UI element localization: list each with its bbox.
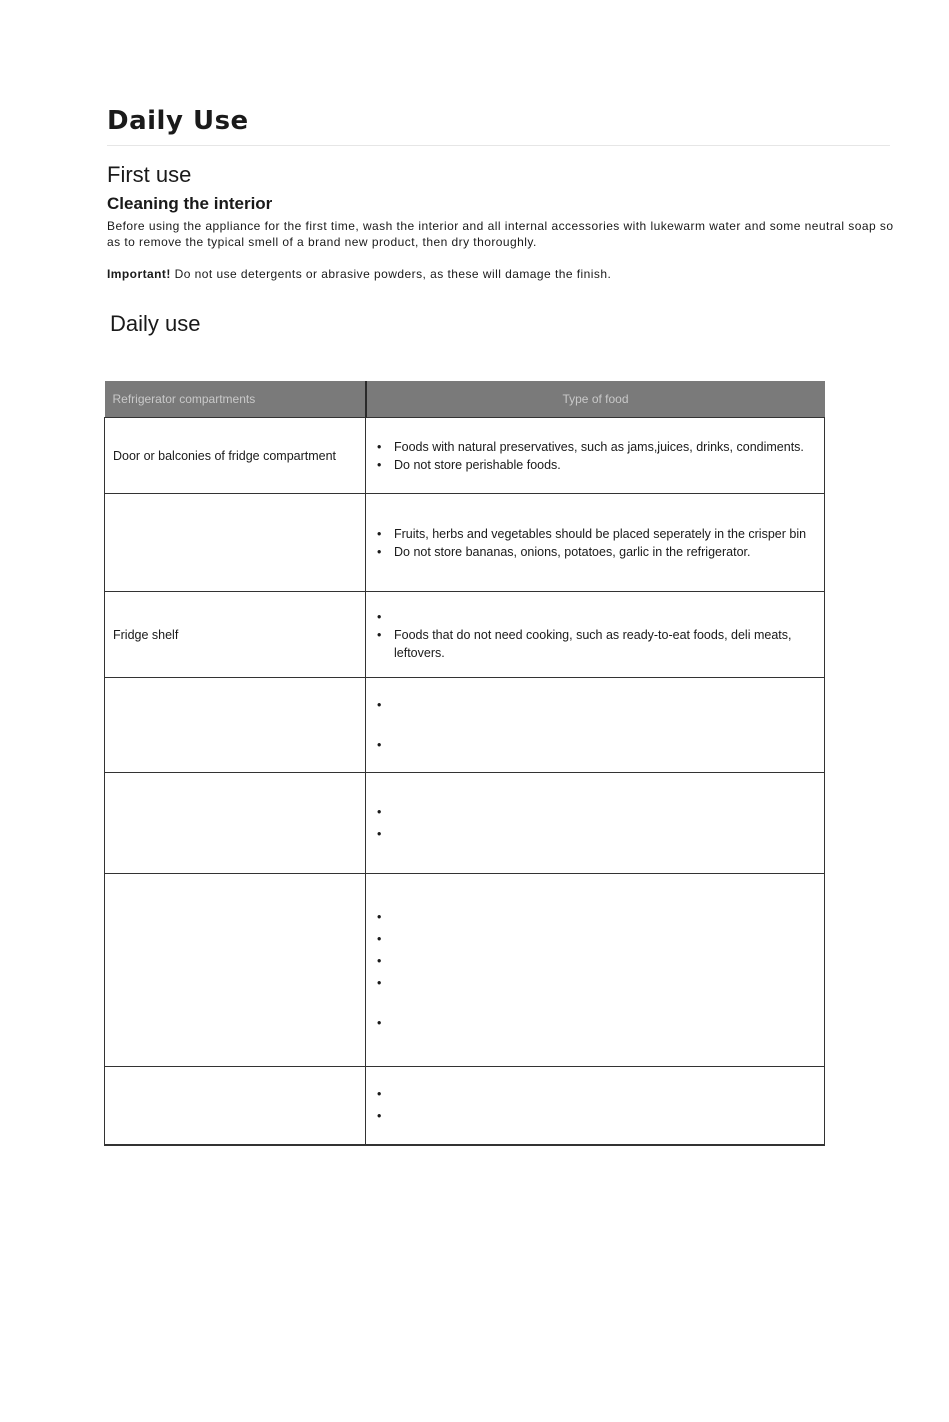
food-item (374, 736, 814, 754)
food-item (374, 908, 814, 926)
important-note (107, 266, 897, 282)
table-row (105, 773, 825, 874)
food-item: • Do not store perishable foods. (374, 456, 814, 474)
table-header-row (105, 381, 825, 418)
food-item (374, 952, 814, 970)
daily-use-heading: Daily use (110, 311, 201, 336)
food-cell (366, 418, 825, 494)
compartment-cell (105, 678, 366, 773)
page-title: Daily Use (107, 106, 249, 136)
table-row (105, 874, 825, 1067)
food-item: • Foods with natural preservatives, such as jams,juices, drinks, condiments. (374, 438, 814, 456)
table-row (105, 494, 825, 592)
compartment-cell: Door or balconies of fridge compartment (105, 418, 366, 494)
header-compartments: Refrigerator compartments (105, 381, 366, 418)
table-row (105, 1067, 825, 1145)
compartment-cell: Fridge shelf (105, 592, 366, 678)
compartment-cell (105, 1067, 366, 1145)
food-cell (366, 773, 825, 874)
food-cell (366, 874, 825, 1067)
compartment-cell (105, 494, 366, 592)
food-item (374, 1085, 814, 1103)
food-item (374, 696, 814, 714)
food-item (374, 825, 814, 843)
important-text: Do not use detergents or abrasive powders, as these will damage the finish. (170, 267, 612, 281)
header-type-of-food: Type of food (366, 381, 825, 418)
compartment-cell (105, 874, 366, 1067)
food-item (374, 930, 814, 948)
food-item: • Foods that do not need cooking, such as ready-to-eat foods, deli meats, leftovers. (374, 626, 814, 662)
table-row (105, 592, 825, 678)
food-cell (366, 494, 825, 592)
cleaning-heading: Cleaning the interior (107, 194, 273, 213)
food-item (374, 974, 814, 992)
important-label: Important! (107, 267, 171, 281)
food-item: • Do not store bananas, onions, potatoes, garlic in the refrigerator. (374, 543, 814, 561)
first-use-heading: First use (107, 162, 192, 187)
title-divider (107, 145, 890, 146)
food-storage-table (104, 381, 825, 1146)
food-item (374, 1107, 814, 1125)
food-item: • Fruits, herbs and vegetables should be placed seperately in the crisper bin (374, 525, 814, 543)
cleaning-paragraph: Before using the appliance for the first time, wash the interior and all internal accessories with lukewarm water and some neutral soap so as to remove the typical smell of a brand new product, then dry thoroughly. (107, 219, 894, 249)
food-item (374, 608, 814, 626)
food-item (374, 803, 814, 821)
food-cell (366, 1067, 825, 1145)
table-row (105, 678, 825, 773)
food-item (374, 1014, 814, 1032)
food-cell (366, 678, 825, 773)
table-row (105, 418, 825, 494)
food-cell (366, 592, 825, 678)
compartment-cell (105, 773, 366, 874)
